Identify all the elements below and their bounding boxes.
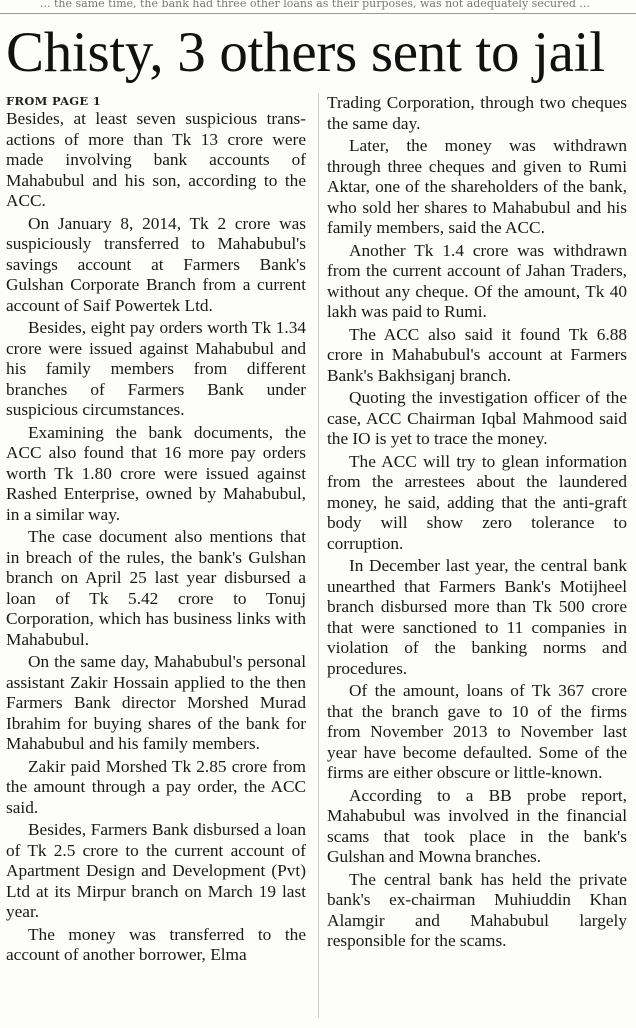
paragraph: Of the amount, loans of Tk 367 crore that the branch gave to 10 of the firms from November 2013 to November last year have become defaulted. Some of the firms are either obscure or little-known.	[327, 681, 627, 782]
column-divider	[318, 93, 319, 1018]
paragraph: Later, the money was withdrawn through three cheques and given to Rumi Aktar, one of the shareholders of the bank, who sold her shares to Mahabubul and his family members, said the ACC.	[327, 136, 627, 237]
paragraph: The money was transferred to the account of another borrower, Elma	[6, 924, 306, 964]
paragraph: Besides, at least seven suspicious transactions of more than Tk 13 crore were made involving bank accounts of Mahabubul and his son, according to the ACC.	[6, 109, 306, 210]
paragraph: Besides, eight pay orders worth Tk 1.34 crore were issued against Mahabubul and his family members from different branches of Farmers Bank under suspicious circumstances.	[6, 318, 306, 419]
paragraph-continuation: Trading Corporation, through two cheques the same day.	[327, 93, 627, 133]
paragraph: On January 8, 2014, Tk 2 crore was suspiciously transferred to Mahabubul's savings account at Farmers Bank's Gulshan Corporate Branch from a current account of Saif Powertek Ltd.	[6, 213, 306, 315]
article-column-right	[327, 93, 627, 954]
paragraph: Zakir paid Morshed Tk 2.85 crore from the amount through a pay order, the ACC said.	[6, 756, 306, 817]
paragraph: According to a BB probe report, Mahabubul was involved in the financial scams that took place in the bank's Gulshan and Mowna branches.	[327, 785, 627, 866]
article-column-left	[6, 93, 306, 968]
paragraph: In December last year, the central bank unearthed that Farmers Bank's Motijheel branch disbursed more than Tk 500 crore that were sanctioned to 11 companies in violation of the banking norms and procedures.	[327, 556, 627, 678]
paragraph: The case document also mentions that in breach of the rules, the bank's Gulshan branch on April 25 last year disbursed a loan of Tk 5.42 crore to Tonuj Corporation, which has business links with Mahabubul.	[6, 527, 306, 649]
paragraph: Quoting the investigation officer of the case, ACC Chairman Iqbal Mahmood said the IO is yet to trace the money.	[327, 388, 627, 448]
paragraph: On the same day, Mahabubul's personal assistant Zakir Hossain applied to the then Farmers Bank director Morshed Murad Ibrahim for buying shares of the bank for Mahabubul and his family members.	[6, 652, 306, 753]
headline: Chisty, 3 others sent to jail	[6, 21, 605, 84]
paragraph: Another Tk 1.4 crore was withdrawn from the current account of Jahan Traders, without any cheque. Of the amount, Tk 40 lakh was paid to Rumi.	[327, 240, 627, 321]
paragraph: Besides, Farmers Bank disbursed a loan of Tk 2.5 crore to the current account of Apartment Design and Development (Pvt) Ltd at its Mirpur branch on March 19 last year.	[6, 820, 306, 921]
jump-kicker: FROM PAGE 1	[6, 94, 102, 108]
previous-article-strip: ... the same time, the bank had three other loans as their purposes, was not adequately secured ...	[0, 0, 636, 14]
paragraph: The central bank has held the private bank's ex-chairman Muhiuddin Khan Alamgir and Mahabubul largely responsible for the scams.	[327, 869, 627, 950]
paragraph: The ACC will try to glean information from the arrestees about the laundered money, he said, adding that the anti-graft body will show zero tolerance to corruption.	[327, 451, 627, 553]
paragraph: Examining the bank documents, the ACC also found that 16 more pay orders worth Tk 1.80 crore were issued against Rashed Enterprise, owned by Mahabubul, in a similar way.	[6, 422, 306, 524]
paragraph: The ACC also said it found Tk 6.88 crore in Mahabubul's account at Farmers Bank's Bakhsiganj branch.	[327, 324, 627, 385]
